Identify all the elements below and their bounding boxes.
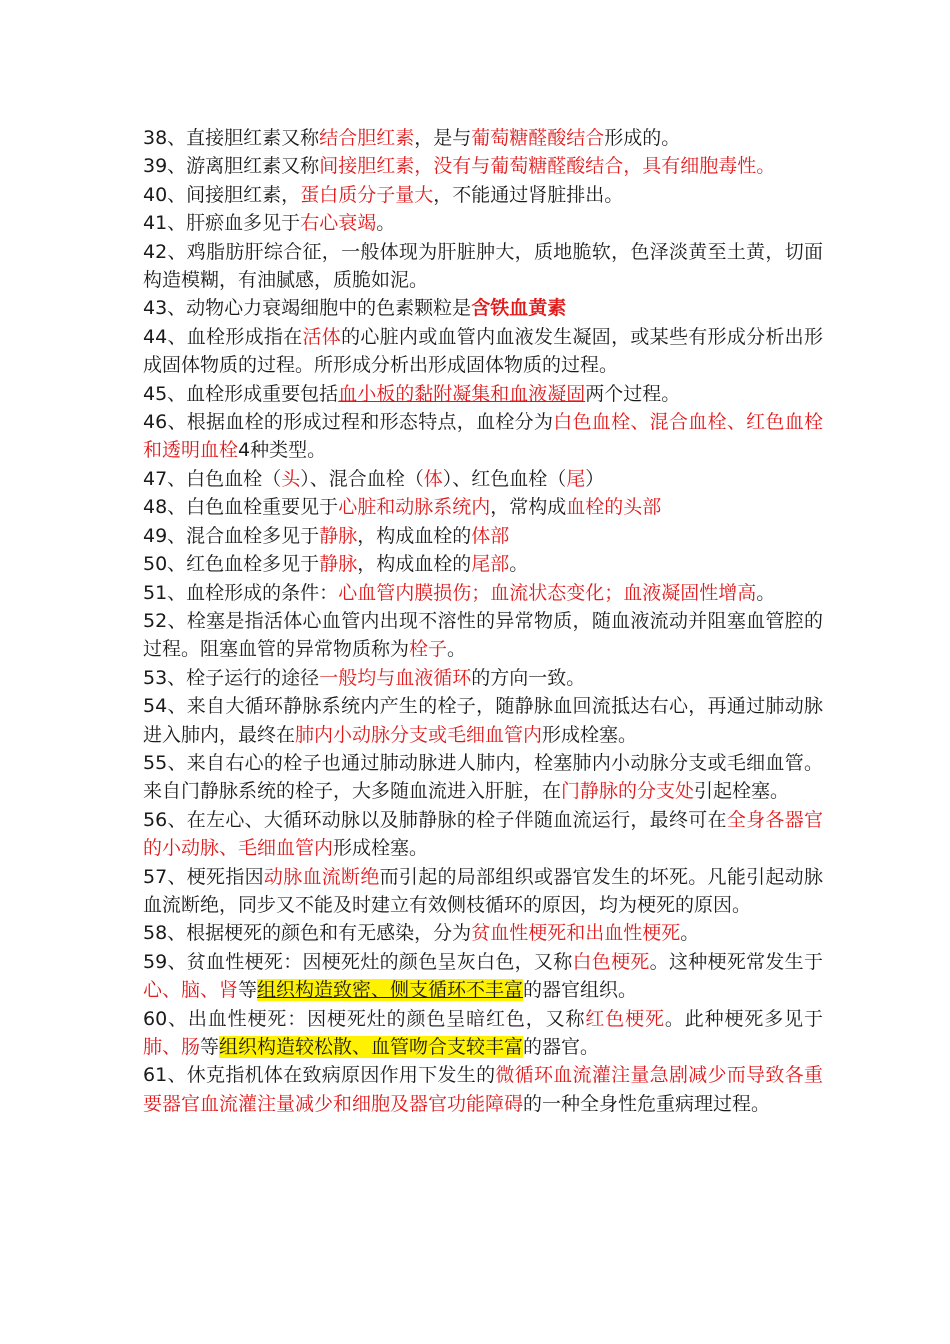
body-text: 等 [238,979,258,1002]
body-text: 。 [509,553,529,576]
body-text: 38、直接胆红素又称 [143,127,320,149]
body-text: 45、血栓形成重要包括 [143,382,339,405]
list-item-60 [143,1005,823,1062]
body-text: 而引起的局部组织或器官发生的坏死。凡能引起动脉血流断绝，同步又不能及时建立有效侧枝循环的原因，均为梗死的原因。 [143,865,823,916]
emphasis-text: 门静脉的分支处 [561,780,695,803]
body-text: 55、来自右心的栓子也通过肺动脉进人肺内，栓塞肺内小动脉分支或毛细血管。来自门静脉系统的栓子，大多随血流进入肝脏，在 [143,751,823,803]
emphasis-text: 血栓的头部 [566,496,662,519]
emphasis-text: 尾 [566,467,586,490]
body-text: ，构成血栓的 [357,524,472,547]
body-text: 54、来自大循环静脉系统内产生的栓子，随静脉血回流抵达右心，再通过肺动脉进入肺内，最终在 [143,695,823,746]
body-text: 。 [756,581,776,604]
list-item-40 [143,181,823,209]
body-text: 51、血栓形成的条件： [143,581,339,604]
body-text: ，是与 [414,127,472,149]
body-text: 47、白色血栓（ [143,467,282,490]
emphasis-text: 尾部 [471,553,510,576]
list-item-42 [143,238,823,295]
emphasis-text: 肺、肠 [143,1036,201,1058]
emphasis-text: 白色梗死 [572,950,650,973]
body-text: 40、间接胆红素， [143,183,301,206]
emphasis-text: 血小板的黏附凝集和血液凝固 [338,382,586,405]
emphasis-text: 体 [423,467,443,490]
emphasis-text: 心、脑、肾 [143,979,239,1002]
body-text: 形成的。 [604,127,681,149]
body-text: 引起栓塞。 [694,780,790,803]
list-item-57 [143,863,823,920]
body-text: 4种类型。 [238,439,327,462]
list-item-38 [143,124,823,152]
emphasis-text: 静脉 [319,553,358,576]
body-text: 52、栓塞是指活体心血管内出现不溶性的异常物质，随血液流动并阻塞血管腔的过程。阻塞血管的异常物质称为 [143,609,823,661]
emphasis-text: 葡萄糖醛酸结合 [471,127,605,149]
body-text: 57、梗死指因 [143,865,264,888]
list-item-59 [143,948,823,1005]
list-item-61 [143,1061,823,1118]
emphasis-text: 心血管内膜损伤；血流状态变化；血液凝固性增高 [338,581,757,604]
body-text: 41、肝瘀血多见于 [143,212,301,235]
body-text: 50、红色血栓多见于 [143,553,320,576]
body-text: 43、动物心力衰竭细胞中的色素颗粒是 [143,297,472,320]
emphasis-text: 结合胆红素 [319,127,415,149]
list-item-55 [143,749,823,806]
body-text: ，常构成 [490,496,567,519]
body-text: 两个过程。 [585,382,681,405]
list-item-47 [143,465,823,493]
emphasis-text: 心脏和动脉系统内 [338,496,491,519]
document-page [143,124,823,1118]
emphasis-text: 一般均与血液循环 [319,666,472,689]
body-text: 44、血栓形成指在 [143,325,303,348]
list-item-50 [143,550,823,578]
emphasis-text: 肺内小动脉分支或毛细血管内 [295,723,543,746]
body-text: 的器官组织。 [523,979,638,1002]
body-text: 58、根据梗死的颜色和有无感染，分为 [143,922,472,945]
emphasis-text: 栓子 [409,638,448,661]
emphasis-text: 组织构造较松散、血管吻合支较丰富 [219,1036,524,1058]
emphasis-text: 静脉 [319,524,358,547]
body-text: 49、混合血栓多见于 [143,524,320,547]
emphasis-text: 蛋白质分子量大 [300,183,434,206]
emphasis-text: 间接胆红素，没有与葡萄糖醛酸结合，具有细胞毒性。 [319,155,776,178]
emphasis-text: 头 [281,467,301,490]
emphasis-text: 右心衰竭 [300,212,377,235]
body-text: ，不能通过肾脏排出。 [433,183,624,206]
emphasis-text: 动脉血流断绝 [263,865,380,888]
body-text: 。 [447,638,467,661]
body-text: 的方向一致。 [471,666,586,689]
body-text: 46、根据血栓的形成过程和形态特点，血栓分为 [143,411,554,434]
list-item-54 [143,692,823,749]
body-text: ） [585,467,605,490]
body-text: 。这种梗死常发生于 [649,950,823,973]
body-text: 39、游离胆红素又称 [143,155,320,178]
body-text: 。此种梗死多见于 [664,1007,823,1030]
list-item-41 [143,209,823,237]
emphasis-text: 微循环血流灌注量急剧减少而导致各重要器官血流灌注量减少和细胞及器官功能障碍 [143,1064,823,1115]
body-text: 48、白色血栓重要见于 [143,496,339,519]
emphasis-text: 白色血栓、混合血栓、红色血栓和透明血栓 [143,411,823,462]
body-text: 的心脏内或血管内血液发生凝固，或某些有形成分析出形成固体物质的过程。所形成分析出形成固体物质的过程。 [143,325,823,377]
list-item-39 [143,152,823,180]
list-item-56 [143,806,823,863]
emphasis-text: 全身各器官的小动脉、毛细血管内 [143,808,823,860]
body-text: ）、红色血栓（ [442,467,567,490]
body-text: 。 [680,922,700,945]
list-item-43 [143,294,823,322]
emphasis-text: 体部 [471,524,510,547]
list-item-48 [143,493,823,521]
list-item-53 [143,664,823,692]
list-item-52 [143,607,823,664]
body-text: 形成栓塞。 [542,723,638,746]
list-item-46 [143,408,823,465]
list-item-44 [143,323,823,380]
list-item-51 [143,579,823,607]
list-item-45 [143,380,823,408]
body-text: 56、在左心、大循环动脉以及肺静脉的栓子伴随血流运行，最终可在 [143,808,727,831]
list-item-58 [143,919,823,947]
emphasis-text: 组织构造致密、侧支循环不丰富 [257,979,524,1002]
emphasis-text: 贫血性梗死和出血性梗死 [471,922,681,945]
body-text: 的一种全身性危重病理过程。 [523,1092,771,1115]
body-text: 59、贫血性梗死：因梗死灶的颜色呈灰白色，又称 [143,950,573,973]
body-text: ）、混合血栓（ [300,467,424,490]
emphasis-text: 活体 [302,325,342,348]
emphasis-text: 含铁血黄素 [471,297,567,320]
body-text: 61、休克指机体在致病原因作用下发生的 [143,1064,496,1087]
body-text: 53、栓子运行的途径 [143,666,320,689]
body-text: 42、鸡脂肪肝综合征，一般体现为肝脏肿大，质地脆软，色泽淡黄至土黄，切面构造模糊，有油腻感，质脆如泥。 [143,240,823,292]
body-text: 形成栓塞。 [333,837,429,860]
body-text: 60、出血性梗死：因梗死灶的颜色呈暗红色，又称 [143,1007,586,1030]
body-text: 等 [200,1036,220,1058]
body-text: 的器官。 [523,1036,600,1058]
emphasis-text: 红色梗死 [585,1007,665,1030]
body-text: ，构成血栓的 [357,553,472,576]
body-text: 。 [376,212,396,235]
list-item-49 [143,522,823,550]
